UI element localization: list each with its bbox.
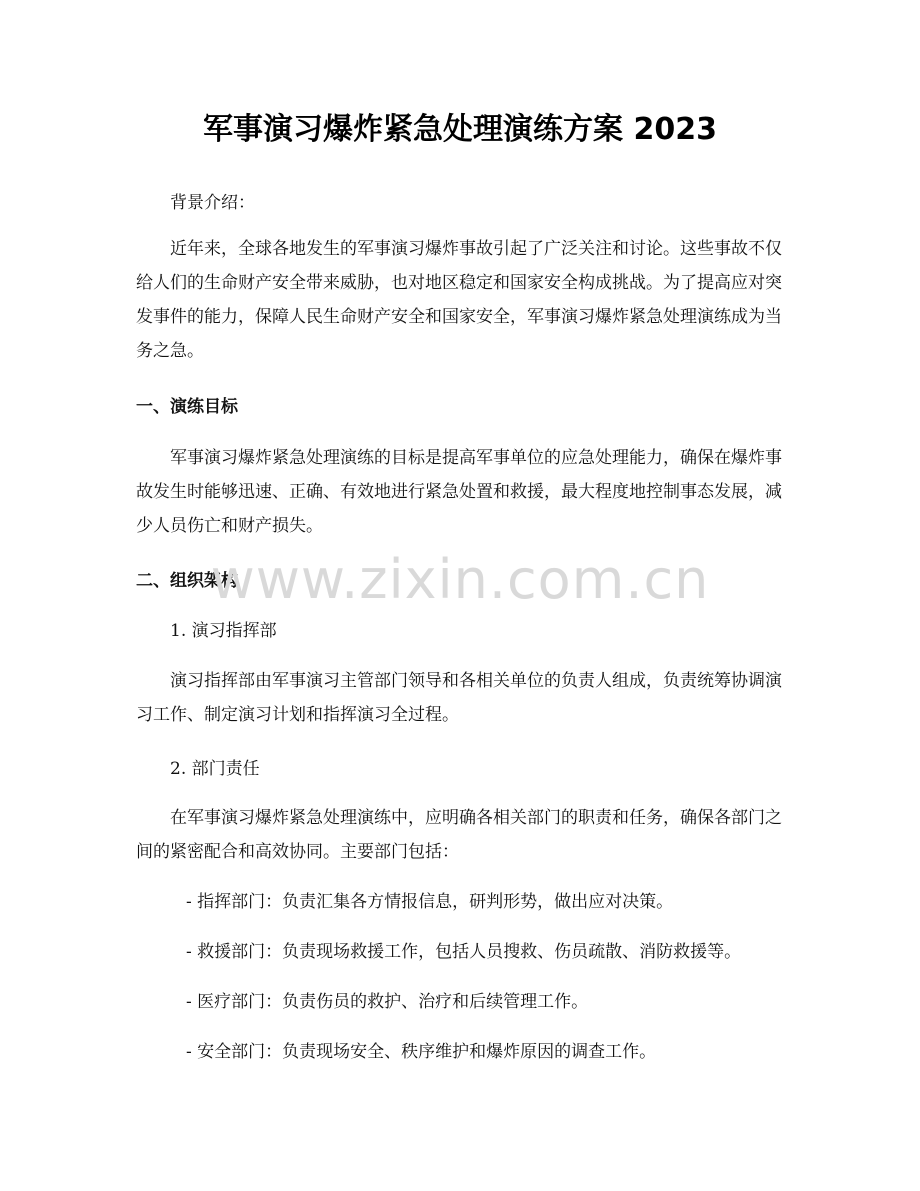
list-item-security-dept: - 安全部门：负责现场安全、秩序维护和爆炸原因的调查工作。	[186, 1042, 657, 1062]
background-paragraph: 近年来，全球各地发生的军事演习爆炸事故引起了广泛关注和讨论。这些事故不仅给人们的生命财产安全带来威胁，也对地区稳定和国家安全构成挑战。为了提高应对突发事件的能力，保障人民生命财产安全和国家安全，军事演习爆炸紧急处理演练成为当务之急。	[136, 239, 782, 361]
section-heading-organization: 二、组织架构	[136, 571, 238, 591]
subsection-title-command: 1. 演习指挥部	[170, 621, 277, 641]
list-item-rescue-dept: - 救援部门：负责现场救援工作，包括人员搜救、伤员疏散、消防救援等。	[186, 942, 742, 962]
list-item-command-dept: - 指挥部门：负责汇集各方情报信息，研判形势，做出应对决策。	[186, 892, 674, 912]
watermark: www.zixin.com.cn	[210, 548, 710, 611]
subsection-title-responsibility: 2. 部门责任	[170, 759, 260, 779]
document-title: 军事演习爆炸紧急处理演练方案 2023	[203, 112, 717, 147]
section-heading-goals: 一、演练目标	[136, 397, 238, 417]
goals-paragraph: 军事演习爆炸紧急处理演练的目标是提高军事单位的应急处理能力，确保在爆炸事故发生时能够迅速、正确、有效地进行紧急处置和救援，最大程度地控制事态发展，减少人员伤亡和财产损失。	[136, 448, 782, 536]
list-item-medical-dept: - 医疗部门：负责伤员的救护、治疗和后续管理工作。	[186, 992, 589, 1012]
background-label: 背景介绍：	[170, 193, 255, 213]
command-paragraph: 演习指挥部由军事演习主管部门领导和各相关单位的负责人组成，负责统筹协调演习工作、制定演习计划和指挥演习全过程。	[136, 671, 782, 725]
responsibility-paragraph: 在军事演习爆炸紧急处理演练中，应明确各相关部门的职责和任务，确保各部门之间的紧密配合和高效协同。主要部门包括：	[136, 808, 782, 862]
